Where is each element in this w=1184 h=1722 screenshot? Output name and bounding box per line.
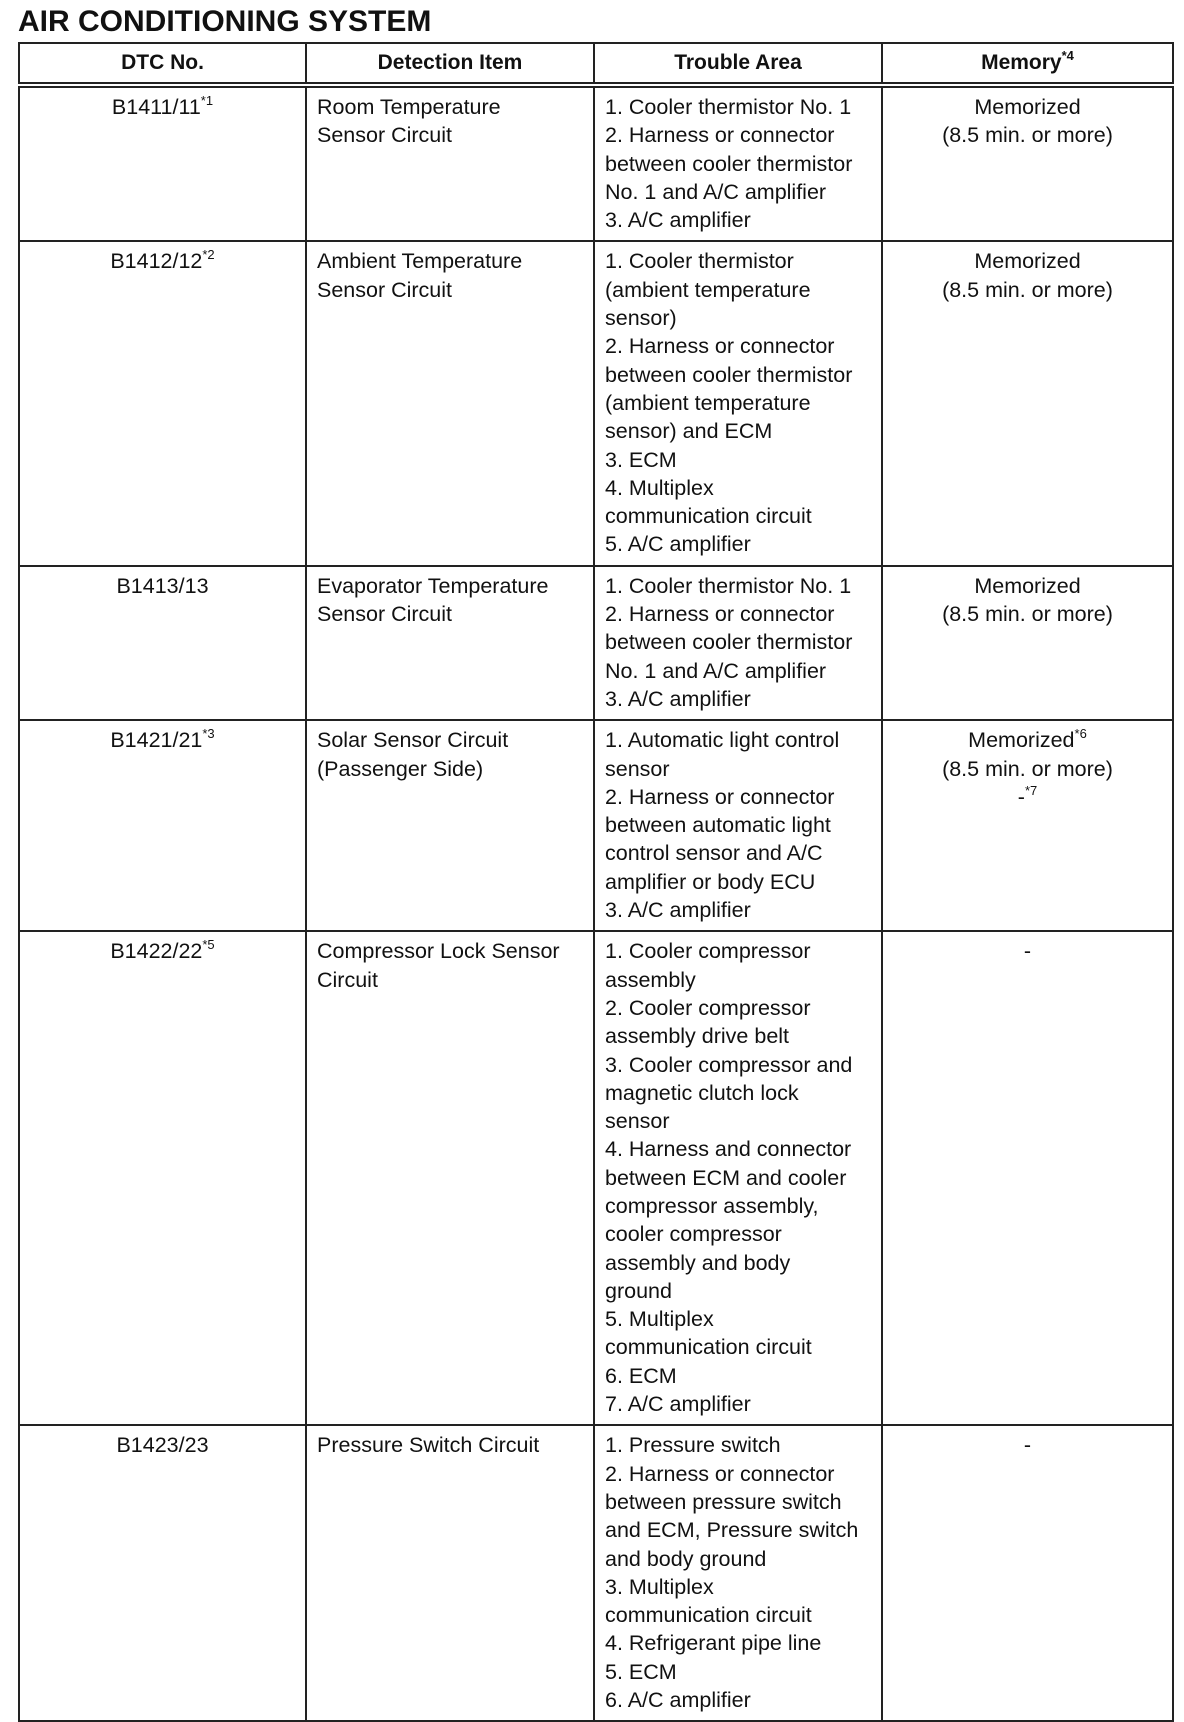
trouble-area-line: 1. Automatic light control	[605, 728, 840, 753]
table-row	[19, 720, 1173, 931]
detection-item-cell	[306, 1425, 594, 1721]
trouble-area-line: 5. Multiplex	[605, 1307, 714, 1332]
dtc-code-cell	[19, 1425, 306, 1721]
trouble-area-line: 3. A/C amplifier	[605, 208, 751, 233]
memory-extra: -	[1017, 784, 1025, 809]
trouble-area-line: 4. Refrigerant pipe line	[605, 1631, 822, 1656]
dtc-code-cell	[19, 566, 306, 720]
trouble-area-line: between cooler thermistor	[605, 151, 853, 176]
memory-cell	[882, 566, 1173, 720]
header-dtc-no: DTC No.	[19, 43, 306, 85]
trouble-area-line: and ECM, Pressure switch	[605, 1518, 859, 1543]
trouble-area-line: 3. Multiplex	[605, 1574, 714, 1599]
trouble-area-line: between cooler thermistor	[605, 362, 853, 387]
detection-item-line: Circuit	[317, 967, 378, 992]
trouble-area-line: compressor assembly,	[605, 1193, 819, 1218]
memory-status-line	[893, 572, 1162, 600]
detection-item-cell	[306, 931, 594, 1425]
detection-item-line: Evaporator Temperature	[317, 573, 549, 598]
header-memory-label: Memory	[981, 51, 1062, 74]
dtc-code-footnote: *2	[202, 247, 215, 263]
trouble-area-line: communication circuit	[605, 504, 812, 529]
trouble-area-line: 3. A/C amplifier	[605, 898, 751, 923]
memory-status-line	[893, 1431, 1162, 1459]
dtc-code-footnote: *1	[200, 93, 214, 108]
table-row	[19, 85, 1173, 241]
header-memory	[882, 43, 1173, 85]
dtc-code: B1412/12	[110, 249, 203, 274]
trouble-area-line: 5. A/C amplifier	[605, 532, 751, 557]
detection-item-cell	[306, 241, 594, 565]
trouble-area-cell	[594, 720, 882, 931]
memory-status: -	[1023, 1433, 1032, 1458]
trouble-area-line: ground	[605, 1278, 672, 1303]
dtc-code: B1423/23	[116, 1433, 209, 1458]
dtc-code-cell	[19, 931, 306, 1425]
table-body	[19, 85, 1173, 1721]
memory-duration: (8.5 min. or more)	[942, 602, 1113, 627]
trouble-area-line: communication circuit	[605, 1603, 812, 1628]
trouble-area-line: 5. ECM	[605, 1659, 677, 1684]
trouble-area-line: between ECM and cooler	[605, 1165, 847, 1190]
trouble-area-line: assembly and body	[605, 1250, 791, 1275]
memory-status: Memorized	[974, 249, 1081, 274]
dtc-code-cell	[19, 85, 306, 241]
trouble-area-line: 6. ECM	[605, 1363, 677, 1388]
trouble-area-line: communication circuit	[605, 1335, 812, 1360]
trouble-area-line: No. 1 and A/C amplifier	[605, 658, 827, 683]
trouble-area-line: (ambient temperature	[605, 277, 811, 302]
trouble-area-line: between pressure switch	[605, 1489, 842, 1514]
trouble-area-line: control sensor and A/C	[605, 841, 823, 866]
detection-item-line: Room Temperature	[317, 95, 501, 119]
detection-item-line: Ambient Temperature	[317, 249, 523, 274]
dtc-code-footnote: *3	[202, 726, 215, 742]
page-title: AIR CONDITIONING SYSTEM	[18, 5, 432, 38]
memory-status: Memorized	[974, 95, 1081, 119]
detection-item-line: Compressor Lock Sensor	[317, 939, 560, 964]
trouble-area-line: 6. A/C amplifier	[605, 1688, 751, 1713]
trouble-area-line: and body ground	[605, 1546, 767, 1571]
trouble-area-line: 1. Cooler thermistor No. 1	[605, 95, 852, 119]
header-detection-item: Detection Item	[306, 43, 594, 85]
header-memory-footnote: *4	[1061, 48, 1074, 63]
trouble-area-line: 3. A/C amplifier	[605, 686, 751, 711]
detection-item-line: Sensor Circuit	[317, 123, 453, 148]
dtc-code: B1421/21	[110, 728, 203, 753]
dtc-table	[18, 42, 1174, 1722]
trouble-area-line: 1. Pressure switch	[605, 1433, 781, 1458]
trouble-area-cell	[594, 931, 882, 1425]
trouble-area-line: assembly	[605, 967, 696, 992]
memory-cell	[882, 241, 1173, 565]
detection-item-cell	[306, 720, 594, 931]
trouble-area-line: 2. Harness or connector	[605, 1461, 835, 1486]
trouble-area-line: sensor	[605, 756, 670, 781]
trouble-area-line: 2. Harness or connector	[605, 602, 835, 627]
trouble-area-line: magnetic clutch lock	[605, 1080, 799, 1105]
dtc-code: B1422/22	[110, 939, 203, 964]
trouble-area-line: sensor)	[605, 306, 677, 331]
trouble-area-line: cooler compressor	[605, 1222, 782, 1247]
dtc-code-cell	[19, 720, 306, 931]
memory-extra-line	[893, 783, 1162, 811]
trouble-area-line: (ambient temperature	[605, 390, 811, 415]
trouble-area-line: amplifier or body ECU	[605, 869, 816, 894]
memory-cell	[882, 931, 1173, 1425]
detection-item-line: Pressure Switch Circuit	[317, 1433, 540, 1458]
detection-item-line: (Passenger Side)	[317, 756, 484, 781]
trouble-area-line: between cooler thermistor	[605, 630, 853, 655]
trouble-area-line: 2. Harness or connector	[605, 784, 835, 809]
memory-cell	[882, 720, 1173, 931]
memory-status-line	[893, 726, 1162, 754]
trouble-area-line: 7. A/C amplifier	[605, 1392, 751, 1417]
dtc-code-footnote: *5	[202, 937, 215, 953]
table-row	[19, 566, 1173, 720]
table-row	[19, 931, 1173, 1425]
memory-status-line	[893, 93, 1162, 121]
trouble-area-cell	[594, 566, 882, 720]
trouble-area-cell	[594, 241, 882, 565]
dtc-code: B1413/13	[116, 573, 209, 598]
trouble-area-line: 2. Cooler compressor	[605, 995, 811, 1020]
trouble-area-line: 1. Cooler compressor	[605, 939, 811, 964]
table-row	[19, 1425, 1173, 1721]
trouble-area-line: between automatic light	[605, 813, 831, 838]
memory-duration: (8.5 min. or more)	[942, 756, 1113, 781]
trouble-area-line: 2. Harness or connector	[605, 334, 835, 359]
dtc-code-cell	[19, 241, 306, 565]
memory-extra-footnote: *7	[1024, 782, 1038, 798]
detection-item-cell	[306, 566, 594, 720]
memory-duration: (8.5 min. or more)	[942, 277, 1113, 302]
memory-cell	[882, 1425, 1173, 1721]
table-header-row	[19, 43, 1173, 85]
trouble-area-line: No. 1 and A/C amplifier	[605, 179, 827, 204]
detection-item-cell	[306, 85, 594, 241]
trouble-area-line: 3. ECM	[605, 447, 677, 472]
memory-status: Memorized	[974, 573, 1081, 598]
trouble-area-cell	[594, 1425, 882, 1721]
dtc-code: B1411/11	[111, 95, 201, 119]
trouble-area-line: 1. Cooler thermistor No. 1	[605, 573, 852, 598]
trouble-area-line: 4. Multiplex	[605, 475, 714, 500]
detection-item-line: Sensor Circuit	[317, 277, 453, 302]
memory-status: Memorized	[968, 728, 1075, 753]
memory-footnote: *6	[1074, 726, 1087, 742]
detection-item-line: Solar Sensor Circuit	[317, 728, 509, 753]
memory-status: -	[1023, 939, 1032, 964]
trouble-area-line: 1. Cooler thermistor	[605, 249, 794, 274]
trouble-area-line: 3. Cooler compressor and	[605, 1052, 853, 1077]
memory-status-line	[893, 937, 1162, 965]
trouble-area-line: assembly drive belt	[605, 1024, 790, 1049]
trouble-area-line: sensor	[605, 1109, 670, 1134]
detection-item-line: Sensor Circuit	[317, 602, 453, 627]
trouble-area-line: 4. Harness and connector	[605, 1137, 852, 1162]
trouble-area-cell	[594, 85, 882, 241]
memory-status-line	[893, 247, 1162, 275]
memory-cell	[882, 85, 1173, 241]
table-row	[19, 241, 1173, 565]
trouble-area-line: sensor) and ECM	[605, 419, 773, 444]
header-trouble-area: Trouble Area	[594, 43, 882, 85]
trouble-area-line: 2. Harness or connector	[605, 123, 835, 148]
memory-duration: (8.5 min. or more)	[942, 123, 1113, 148]
